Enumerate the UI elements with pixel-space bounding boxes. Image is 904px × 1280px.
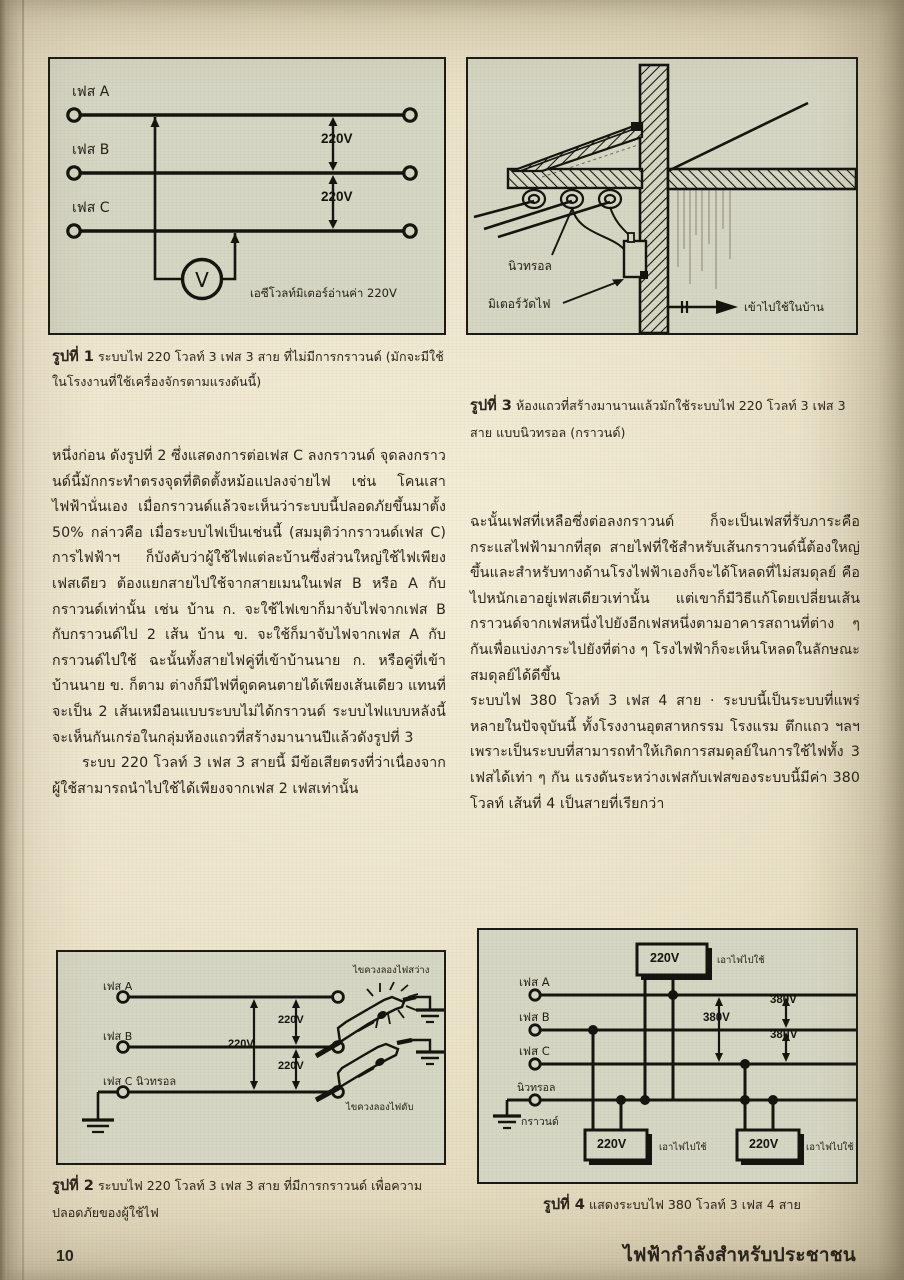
figure-2-frame — [56, 950, 446, 1165]
figure-3-caption-text: ห้องแถวที่สร้างมานานแล้วมักใช้ระบบไฟ 220 โวลท์ 3 เฟส 3 สาย แบบนิวทรอล (กราวนด์) — [470, 398, 846, 440]
right-column-text — [470, 510, 860, 817]
figure-3-caption-label: รูปที่ 3 — [470, 397, 512, 414]
left-paragraph-1: หนึ่งก่อน ดังรูปที่ 2 ซึ่งแสดงการต่อเฟส C ลงกราวนด์ จุดลงกราวนด์นี้มักกระทำตรงจุดที่ติดตั้งหม้อแปลงจ่ายไฟ เช่น โคนเสาไฟฟ้านั่นเอง เมื่อกราวนด์แล้วจะเห็นว่าระบบนี้ปลอดภัยขึ้นมาตั้ง 50% กล่าวคือ เมื่อระบบไฟเป็นเช่นนี้ (สมมุติว่ากราวนด์เฟส C) การไฟฟ้าฯ ก็บังคับว่าผู้ใช้ไฟแต่ละบ้านซึ่งส่วนใหญ่ใช้ไฟเพียงเฟสเดียว ต้องแยกสายไปใช้จากสายเมนในเฟส B หรือ A กับกราวนด์เท่านั้น เช่น บ้าน ก. จะใช้ไฟเขาก็มาจับไฟจากเฟส B กับกราวนด์ไป 2 เส้น บ้าน ข. จะใช้ก็มาจับไฟจากเฟส A กับกราวนด์ไปใช้ ฉะนั้นทั้งสายไฟคู่ที่เข้าบ้านนาย ก. หรือคู่ที่เข้าบ้านนาย ข. ก็ตาม ต่างก็มีไฟที่ดูดคนตายได้เพียงเส้นเดียว แทนที่จะเป็น 2 เส้นเหมือนแบบระบบไม่ได้กราวนด์ ระบบไฟแบบหลังนี้จะเห็นกันเกร่อในกลุ่มห้องแถวที่สร้างมานานปีแล้วดังรูปที่ 3 — [52, 448, 446, 746]
figure-2-phase-b-label: เฟส B — [103, 1030, 133, 1043]
right-paragraph-1: ฉะนั้นเฟสที่เหลือซึ่งต่อลงกราวนด์ ก็จะเป็นเฟสที่รับภาระคือ กระแสไฟฟ้ามากที่สุด สายไฟที่ใช้สำหรับเส้นกราวนด์นี้ต้องใหญ่ขึ้นและสำหรับทางด้านโรงไฟฟ้าเองก็จะได้โหลดที่ไม่สมดุลย์ คือ ไปหนักเอาอยู่เฟสเดียวเท่านั้น แต่เขาก็มีวิธีแก้โดยเปลี่ยนเส้นกราวนด์จากเฟสหนึ่งไปยังอีกเฟสหนึ่งตามอาคารสถานที่ต่าง ๆ กันเพื่อแบ่งภาระไปยังที่ต่าง ๆ โรงไฟฟ้าก็จะเห็นโหลดในลักษณะสมดุลย์ได้ดีขึ้น — [470, 514, 860, 684]
figure-4-phase-b-label: เฟส B — [519, 1010, 550, 1024]
figure-1-phase-a-label: เฟส A — [72, 84, 110, 100]
figure-1-phase-c-label: เฟส C — [72, 200, 110, 216]
figure-4-caption-label: รูปที่ 4 — [543, 1196, 585, 1213]
figure-4-load-right-note: เอาไฟไปใช้ — [806, 1142, 854, 1153]
figure-2-tester-lit-label: ไขควงลองไฟสว่าง — [353, 965, 430, 976]
figure-2-voltage-ab: 220V — [278, 1014, 304, 1026]
figure-2-caption — [52, 1172, 450, 1226]
figure-3-diagram — [468, 59, 856, 333]
figure-1-caption-text: ระบบไฟ 220 โวลท์ 3 เฟส 3 สาย ที่ไม่มีการกราวนด์ (มักจะมีใช้ในโรงงานที่ใช้เครื่องจักรตามแรงดันนี้) — [52, 349, 444, 389]
figure-1-phase-b-label: เฟส B — [72, 142, 110, 158]
figure-1-meter-note: เอซีโวลท์มิเตอร์อ่านค่า 220V — [250, 286, 397, 300]
figure-2-phase-c-label: เฟส C นิวทรอล — [103, 1075, 177, 1088]
figure-4-phase-a-label: เฟส A — [519, 975, 550, 989]
figure-1-meter-symbol: V — [195, 268, 209, 292]
figure-1-caption — [52, 344, 444, 394]
figure-4-caption — [543, 1192, 873, 1217]
figure-3-frame — [466, 57, 858, 335]
figure-2-caption-label: รูปที่ 2 — [52, 1177, 94, 1194]
figure-4-neutral-label: นิวทรอล — [517, 1082, 556, 1094]
book-footer-title: ไฟฟ้ากำลังสำหรับประชาชน — [623, 1244, 856, 1266]
page-number: 10 — [56, 1248, 74, 1265]
figure-4-frame — [477, 928, 858, 1184]
figure-4-ground-label: กราวนด์ — [521, 1116, 559, 1128]
figure-3-meter-label: มิเตอร์วัดไฟ — [488, 297, 551, 311]
figure-4-load-top-note: เอาไฟไปใช้ — [717, 955, 765, 966]
figure-1-voltage-bc: 220V — [321, 189, 353, 204]
figure-1-frame — [48, 57, 446, 335]
figure-4-caption-text: แสดงระบบไฟ 380 โวลท์ 3 เฟส 4 สาย — [588, 1197, 801, 1212]
right-paragraph-2: ระบบไฟ 380 โวลท์ 3 เฟส 4 สาย · ระบบนี้เป็นระบบที่แพร่หลายในปัจจุบันนี้ ทั้งโรงงานอุตสาหกรรม โรงแรม ตึกแถว ฯลฯ เพราะเป็นระบบที่สามารถทำให้เกิดการสมดุลย์ในการใช้ไฟทั้ง 3 เฟสได้เท่า ๆ กัน แรงดันระหว่างเฟสกับเฟสของระบบนี้มีค่า 380 โวลท์ เส้นที่ 4 เป็นสายที่เรียกว่า — [470, 693, 860, 812]
figure-4-voltage-ac: 380V — [703, 1012, 730, 1024]
left-paragraph-2: ระบบ 220 โวลท์ 3 เฟส 3 สายนี้ มีข้อเสียตรงที่ว่าเนื่องจากผู้ใช้สามารถนำไปใช้ได้เพียงจากเฟส 2 เฟสเท่านั้น — [52, 755, 446, 797]
figure-2-tester-dark-label: ไขควงลองไฟดับ — [346, 1102, 414, 1113]
figure-1-voltage-ab: 220V — [321, 131, 353, 146]
figure-3-caption — [470, 392, 860, 446]
figure-4-load-mid-value: 220V — [597, 1137, 627, 1151]
figure-4-load-top-value: 220V — [650, 951, 680, 965]
figure-2-voltage-ac: 220V — [228, 1038, 254, 1050]
figure-4-voltage-ab: 380V — [770, 994, 797, 1006]
figure-2-phase-a-label: เฟส A — [103, 980, 133, 993]
figure-4-voltage-bc: 38uV — [770, 1029, 798, 1041]
figure-1-caption-label: รูปที่ 1 — [52, 348, 94, 365]
figure-2-voltage-bc: 220V — [278, 1060, 304, 1072]
figure-4-load-right-value: 220V — [749, 1137, 779, 1151]
figure-2-caption-text: ระบบไฟ 220 โวลท์ 3 เฟส 3 สาย ที่มีการกราวนด์ เพื่อความปลอดภัยของผู้ใช้ไฟ — [52, 1178, 423, 1220]
figure-3-insulator-label: นิวทรอล — [508, 259, 552, 273]
figure-3-into-house-label: เข้าไปใช้ในบ้าน — [744, 300, 824, 314]
figure-4-phase-c-label: เฟส C — [519, 1044, 550, 1058]
figure-4-load-mid-note: เอาไฟไปใช้ — [659, 1142, 707, 1153]
left-column-text — [52, 444, 446, 802]
